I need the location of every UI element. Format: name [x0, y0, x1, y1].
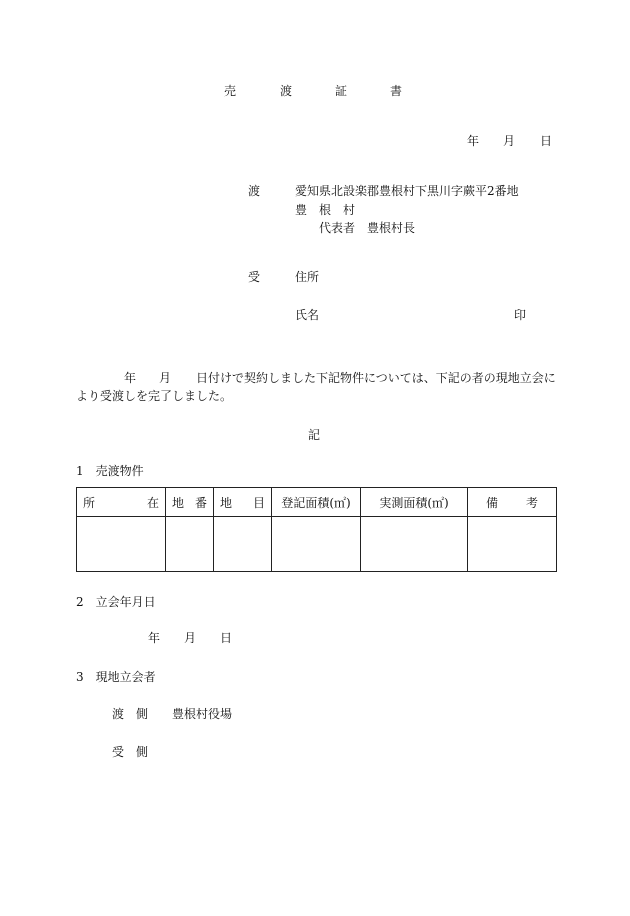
table-cell — [166, 517, 214, 572]
section3-heading: 3 現地立会者 — [76, 670, 156, 684]
title-char: 売 — [224, 84, 237, 98]
body-line2: より受渡しを完了しました。 — [76, 389, 233, 403]
col-location: 所 在 — [77, 488, 166, 517]
witness-year: 年 — [148, 631, 161, 645]
table-cell — [468, 517, 557, 572]
recipient-label: 受 — [248, 270, 261, 284]
date-year: 年 — [467, 134, 480, 148]
title-char: 書 — [390, 84, 403, 98]
section1-heading: 1 売渡物件 — [76, 464, 144, 478]
recipient-address-label: 住所 — [295, 270, 320, 284]
section2-heading: 2 立会年月日 — [76, 595, 156, 609]
grantor-name: 豊 根 村 — [295, 203, 356, 217]
title-char: 渡 — [280, 84, 293, 98]
date-month: 月 — [503, 134, 516, 148]
col-surveyed-area: 実測面積(㎡) — [361, 488, 468, 517]
col-lot-number: 地 番 — [166, 488, 214, 517]
col-registered-area: 登記面積(㎡) — [272, 488, 361, 517]
grantor-side-party: 豊根村役場 — [172, 707, 233, 721]
table-header-row — [77, 488, 557, 517]
witness-day: 日 — [220, 631, 233, 645]
witness-month: 月 — [184, 631, 197, 645]
grantor-address: 愛知県北設楽郡豊根村下黒川字蕨平2番地 — [295, 184, 519, 198]
recipient-side-label: 受 側 — [112, 745, 149, 759]
table-row — [77, 517, 557, 572]
table-cell — [361, 517, 468, 572]
body-line1: 日付けで契約しました下記物件については、下記の者の現地立会に — [196, 371, 556, 385]
date-day: 日 — [540, 134, 553, 148]
ki-marker: 記 — [308, 428, 321, 442]
table-cell — [77, 517, 166, 572]
grantor-rep-name: 豊根村長 — [367, 221, 416, 235]
recipient-name-label: 氏名 — [295, 308, 320, 322]
grantor-side-label: 渡 側 — [112, 707, 149, 721]
grantor-label: 渡 — [248, 184, 261, 198]
title-char: 証 — [335, 84, 348, 98]
table-cell — [272, 517, 361, 572]
table-cell — [214, 517, 272, 572]
property-table — [76, 487, 557, 572]
body-month: 月 — [159, 371, 172, 385]
body-year: 年 — [124, 371, 137, 385]
col-remarks: 備 考 — [468, 488, 557, 517]
col-land-category: 地 目 — [214, 488, 272, 517]
seal-mark: 印 — [514, 308, 527, 322]
document-title — [0, 83, 630, 99]
grantor-rep-label: 代表者 — [319, 221, 356, 235]
